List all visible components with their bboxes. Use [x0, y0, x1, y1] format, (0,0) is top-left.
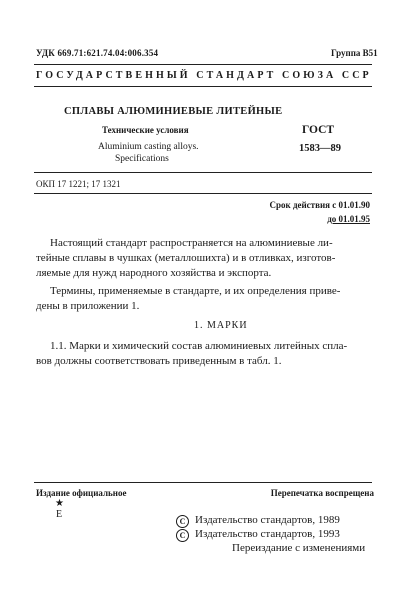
group-code: Группа В51 [331, 48, 378, 58]
validity-end: до 01.01.95 [327, 214, 370, 224]
state-standard-banner: ГОСУДАРСТВЕННЫЙ СТАНДАРТ СОЮЗА ССР [36, 70, 372, 81]
english-title-line1: Aluminium casting alloys. [98, 142, 199, 152]
official-edition-label: Издание официальное [36, 488, 127, 498]
text-line: ляемые для нужд народного хозяйства и экспорта. [36, 267, 272, 279]
copyright-text-1: Издательство стандартов, 1989 [195, 514, 340, 526]
text-line: Настоящий стандарт распространяется на алюминиевые ли- [50, 237, 333, 249]
copyright-icon: C [176, 529, 189, 542]
gost-label: ГОСТ [302, 124, 335, 136]
clause-paragraph [36, 339, 374, 369]
footer-rule [34, 482, 372, 483]
banner-rule [34, 86, 372, 87]
udk-code: УДК 669.71:621.74.04:006.354 [36, 48, 159, 58]
intro-paragraph [36, 236, 374, 281]
text-line: тейные сплавы в чушках (металлошихта) и в отливках, изготов- [36, 252, 336, 264]
copyright-text-2: Издательство стандартов, 1993 [195, 528, 340, 540]
validity-rule [34, 193, 372, 194]
terms-paragraph [36, 284, 374, 314]
text-line: дены в приложении 1. [36, 300, 140, 312]
copyright-icon: C [176, 515, 189, 528]
edition-letter: Е [56, 509, 63, 520]
reprint-prohibited-label: Перепечатка воспрещена [270, 488, 374, 498]
standard-title: СПЛАВЫ АЛЮМИНИЕВЫЕ ЛИТЕЙНЫЕ [64, 106, 283, 117]
copyright-line-2 [176, 528, 340, 542]
text-line: 1.1. Марки и химический состав алюминиевых литейных спла- [50, 340, 348, 352]
text-line: Термины, применяемые в стандарте, и их определения приве- [50, 285, 341, 297]
okp-rule [34, 172, 372, 173]
gost-number: 1583—89 [299, 143, 341, 154]
standard-subtitle: Технические условия [102, 125, 189, 135]
text-line: вов должны соответствовать приведенным в табл. 1. [36, 355, 282, 367]
top-rule [34, 64, 372, 65]
copyright-line-1 [176, 514, 340, 528]
okp-code: ОКП 17 1221; 17 1321 [36, 179, 121, 189]
validity-start: Срок действия с 01.01.90 [269, 200, 370, 210]
reissue-note: Переиздание с изменениями [232, 542, 366, 554]
english-title-line2: Specifications [115, 154, 169, 164]
section-heading: 1. МАРКИ [194, 320, 248, 331]
star-icon: ★ [55, 498, 64, 509]
